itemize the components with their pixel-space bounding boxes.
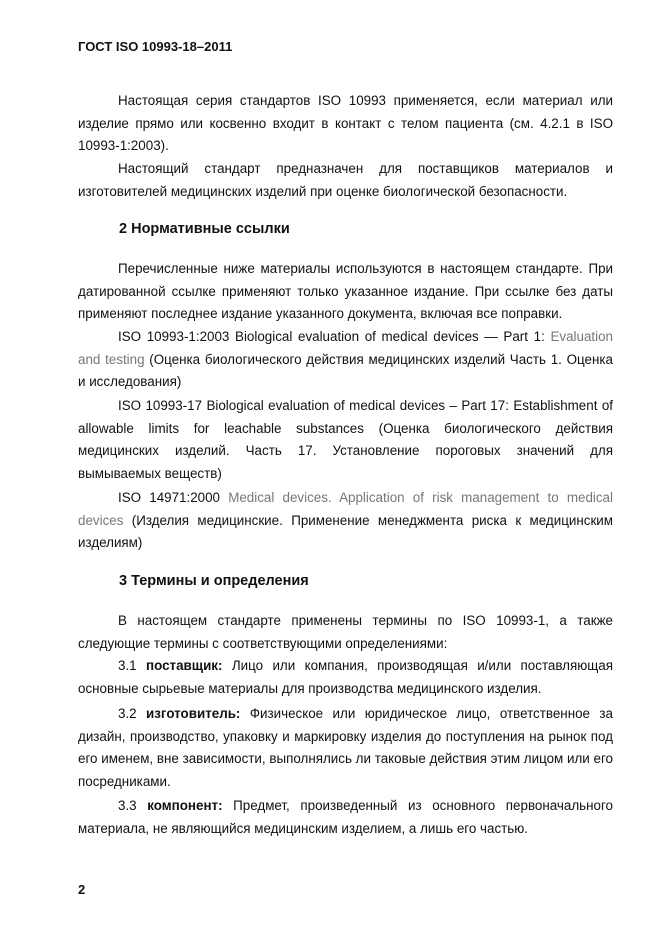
- term-name: компонент:: [147, 798, 223, 813]
- term-definition: Предмет, произведенный из основного первоначального материала, не являющийся медицинским изделием, а лишь его частью.: [78, 798, 613, 836]
- term-definition: Физическое или юридическое лицо, ответственное за дизайн, производство, упаковку и маркировку изделия до поступления на рынок под его именем, вне зависимости, выполнялись ли таковые действия этим лицом или его посредниками.: [78, 706, 613, 790]
- term-number: 3.3: [118, 798, 148, 813]
- reference-iso-14971: [78, 487, 613, 555]
- section-3-intro: В настоящем стандарте применены термины по ISO 10993-1, а также следующие термины с соответствующими определениями:: [78, 613, 613, 651]
- term-3-3: [78, 795, 613, 840]
- section-3-heading: 3 Термины и определения: [119, 573, 309, 589]
- term-definition: Лицо или компания, производящая и/или поставляющая основные сырьевые материалы для производства медицинского изделия.: [78, 658, 614, 696]
- reference-code: ISO 10993-1:2003 Biological evaluation of medical devices — Part 1:: [118, 329, 551, 344]
- term-number: 3.2: [118, 706, 147, 721]
- term-name: изготовитель:: [146, 706, 241, 721]
- term-name: поставщик:: [146, 658, 223, 673]
- reference-translation: (Изделия медицинские. Применение менеджмента риска к медицинским изделиям): [78, 512, 613, 551]
- term-number: 3.1: [118, 658, 146, 673]
- intro-paragraph-2: Настоящий стандарт предназначен для поставщиков материалов и изготовителей медицинских изделий при оценке биологической безопасности.: [78, 161, 613, 199]
- reference-iso-10993-17: ISO 10993-17 Biological evaluation of medical devices – Part 17: Establishment of allowable limits for leachable substances (Оценка биологического действия медицинских изделий. Часть 17. Установление пороговых значений для вымываемых веществ): [78, 398, 613, 482]
- section-2-heading: 2 Нормативные ссылки: [119, 221, 290, 237]
- reference-title: Evaluation and testing: [78, 329, 613, 367]
- reference-translation: (Оценка биологического действия медицинских изделий Часть 1. Оценка и исследования): [78, 351, 614, 390]
- term-3-2: [78, 703, 613, 794]
- reference-code: ISO 14971:2000: [118, 490, 229, 505]
- page-number: 2: [78, 882, 86, 897]
- document-header: ГОСТ ISO 10993-18–2011: [78, 39, 233, 54]
- term-3-1: [78, 655, 613, 700]
- intro-paragraph-1: Настоящая серия стандартов ISO 10993 применяется, если материал или изделие прямо или косвенно входит в контакт с телом пациента (см. 4.2.1 в ISO 10993-1:2003).: [78, 93, 613, 154]
- reference-iso-10993-1: [78, 326, 613, 394]
- reference-title: Medical devices. Application of risk management to medical devices: [78, 490, 613, 528]
- section-2-paragraph: Перечисленные ниже материалы используются в настоящем стандарте. При датированной ссылке применяют только указанное издание. При ссылке без даты применяют последнее издание указанного документа, включая все поправки.: [78, 261, 613, 322]
